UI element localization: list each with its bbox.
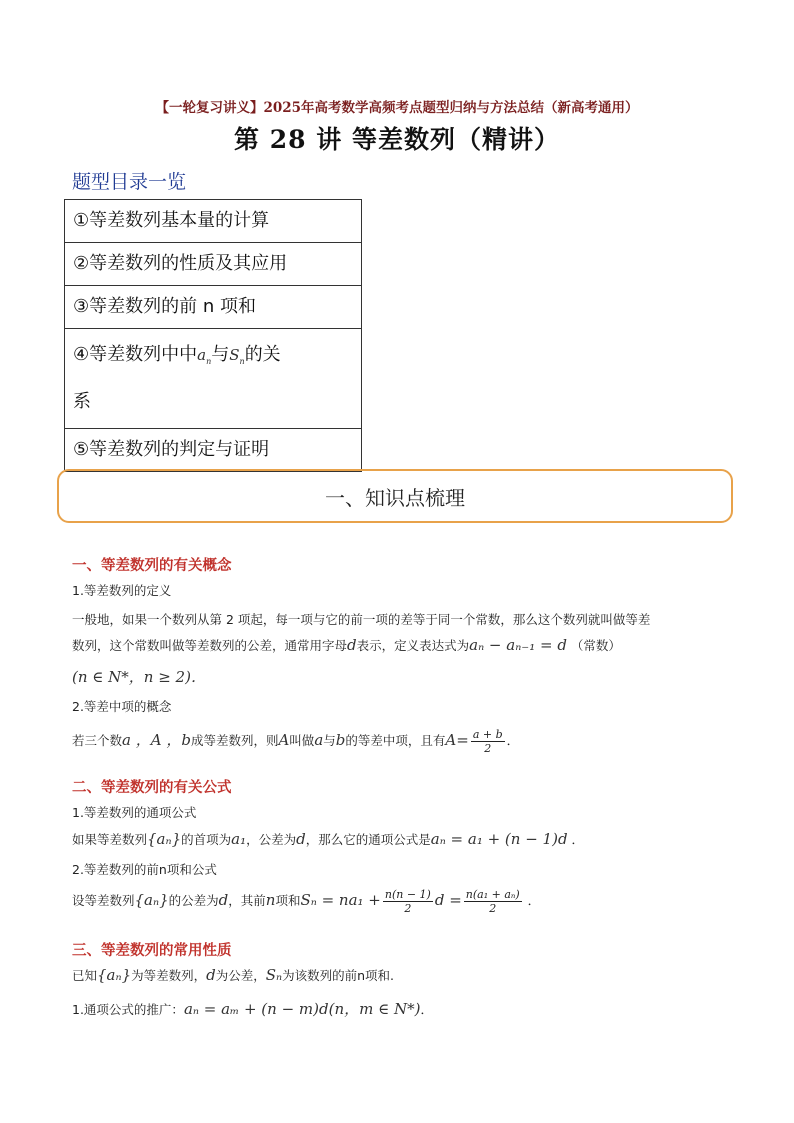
- toc-item-4-s: $S_n$: [229, 346, 245, 366]
- toc-item-4-suffix: 的关: [244, 344, 281, 365]
- toc-item-4-wrap: 系: [73, 391, 91, 412]
- toc-item-2[interactable]: ②等差数列的性质及其应用: [65, 243, 362, 286]
- heading-concepts: 一、等差数列的有关概念: [72, 558, 232, 574]
- property-1-line: 1.通项公式的推广：aₙ = aₘ + (n − m)d(n，m ∈ N*)．: [72, 1000, 433, 1018]
- section-banner: [57, 469, 733, 523]
- definition-line-2: 数列，这个常数叫做等差数列的公差，通常用字母d表示，定义表达式为aₙ − aₙ₋₁ = d （常数）: [72, 636, 621, 654]
- toc-item-4-prefix: ④等差数列中中: [73, 344, 198, 365]
- general-term-line: 如果等差数列{aₙ}的首项为a₁，公差为d，那么它的通项公式是aₙ = a₁ + (n − 1)d ．: [72, 830, 585, 848]
- concepts-sub1: 1.等差数列的定义: [72, 583, 172, 598]
- definition-line-1: 一般地，如果一个数列从第 2 项起，每一项与它的前一项的差等于同一个常数，那么这个数列就叫做等差: [72, 612, 651, 627]
- definition-line-3: (n ∈ N*，n ≥ 2)．: [72, 668, 206, 686]
- formulas-sub1: 1.等差数列的通项公式: [72, 805, 197, 820]
- toc-item-1[interactable]: ①等差数列基本量的计算: [65, 200, 362, 243]
- heading-formulas: 二、等差数列的有关公式: [72, 780, 232, 796]
- sum-fraction-2: $\frac{\text{n(a₁ + aₙ)}}{2}$: [465, 888, 520, 915]
- sum-formula-line: 设等差数列{aₙ}的公差为d，其前n项和Sₙ = na₁ + $\frac{n(n - 1)}{2}$ d = $\frac{\text{n(a₁ + aₙ)}}{2}$ ．: [72, 888, 541, 915]
- toc-heading: 题型目录一览: [72, 171, 187, 193]
- toc-item-4-a: $a_n$: [197, 346, 212, 366]
- toc-item-4-mid: 与: [211, 344, 230, 365]
- toc-item-3[interactable]: ③等差数列的前 n 项和: [65, 286, 362, 329]
- arithmetic-mean-line: 若三个数a ，A ，b成等差数列，则A叫做a与b的等差中项，且有A= $\frac{a + b}{2}$ ．: [72, 728, 520, 755]
- section-banner-title: 一、知识点梳理: [325, 485, 465, 510]
- formulas-sub2: 2.等差数列的前n项和公式: [72, 862, 217, 877]
- toc-item-4[interactable]: [65, 329, 362, 429]
- concepts-sub2: 2.等差中项的概念: [72, 699, 172, 714]
- sum-fraction-1: $\frac{n(n - 1)}{2}$: [384, 888, 431, 915]
- mean-fraction: $\frac{a + b}{2}$: [472, 728, 503, 755]
- toc-table: [64, 199, 362, 472]
- series-header: 【一轮复习讲义】2025年高考数学高频考点题型归纳与方法总结（新高考通用）: [155, 100, 639, 116]
- heading-properties: 三、等差数列的常用性质: [72, 943, 232, 959]
- toc-item-5[interactable]: ⑤等差数列的判定与证明: [65, 429, 362, 472]
- page-title: 第 28 讲 等差数列（精讲）: [234, 125, 560, 154]
- properties-known-line: 已知{aₙ}为等差数列，d为公差，Sₙ为该数列的前n项和.: [72, 966, 395, 984]
